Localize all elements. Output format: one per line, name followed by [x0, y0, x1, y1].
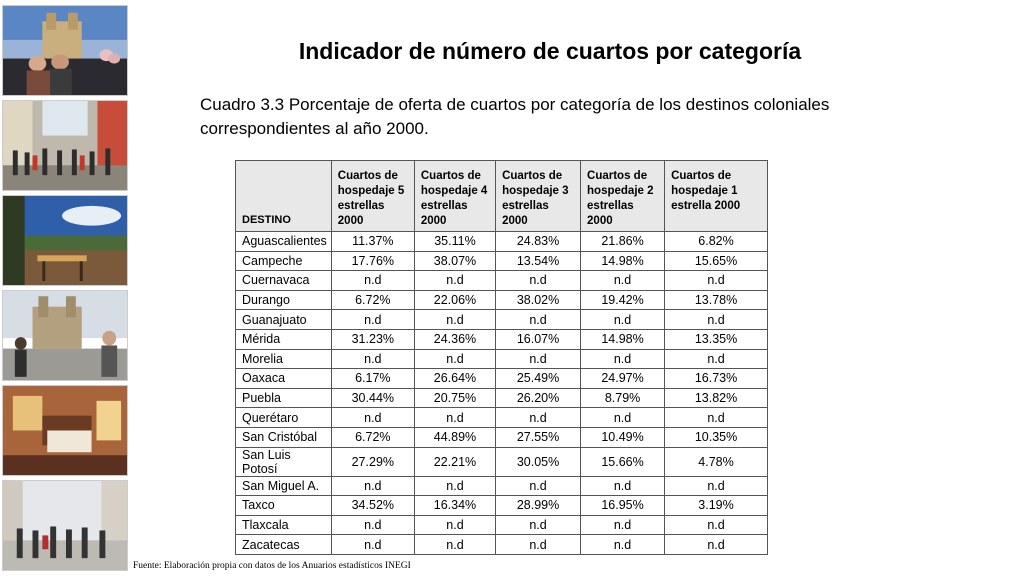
percentage-cell: n.d [581, 535, 665, 555]
percentage-cell: n.d [496, 476, 581, 496]
percentage-cell: n.d [496, 271, 581, 291]
percentage-cell: 27.29% [331, 447, 414, 476]
percentage-cell: n.d [414, 310, 495, 330]
table-caption: Cuadro 3.3 Porcentaje de oferta de cuartos por categoría de los destinos coloniales correspondientes al año 2000. [200, 95, 830, 138]
percentage-cell: n.d [414, 476, 495, 496]
percentage-cell: 24.97% [581, 369, 665, 389]
percentage-cell: 16.95% [581, 496, 665, 516]
percentage-cell: 10.35% [665, 427, 768, 447]
destination-cell: Tlaxcala [236, 515, 332, 535]
destination-cell: Mérida [236, 329, 332, 349]
percentage-cell: 16.73% [665, 369, 768, 389]
percentage-cell: 15.66% [581, 447, 665, 476]
percentage-cell: n.d [665, 476, 768, 496]
terrace-view-photo [2, 195, 128, 286]
percentage-cell: 14.98% [581, 329, 665, 349]
percentage-cell: 10.49% [581, 427, 665, 447]
destination-cell: Puebla [236, 388, 332, 408]
percentage-cell: n.d [496, 535, 581, 555]
destination-cell: Cuernavaca [236, 271, 332, 291]
percentage-cell: n.d [665, 271, 768, 291]
percentage-cell: 34.52% [331, 496, 414, 516]
percentage-cell: 16.07% [496, 329, 581, 349]
percentage-cell: n.d [665, 349, 768, 369]
percentage-cell: 21.86% [581, 232, 665, 252]
destination-cell: Querétaro [236, 408, 332, 428]
percentage-cell: 31.23% [331, 329, 414, 349]
percentage-cell: n.d [414, 535, 495, 555]
destination-cell: Taxco [236, 496, 332, 516]
percentage-cell: 22.06% [414, 290, 495, 310]
rooms-category-table [235, 160, 768, 555]
table-row [236, 329, 768, 349]
percentage-cell: n.d [581, 476, 665, 496]
percentage-cell: 11.37% [331, 232, 414, 252]
table-body [236, 232, 768, 555]
percentage-cell: n.d [665, 310, 768, 330]
table-row [236, 535, 768, 555]
table-row [236, 349, 768, 369]
percentage-cell: 24.83% [496, 232, 581, 252]
percentage-cell: 13.82% [665, 388, 768, 408]
table-row [236, 251, 768, 271]
percentage-cell: n.d [414, 408, 495, 428]
destination-cell: San Cristóbal [236, 427, 332, 447]
percentage-cell: n.d [414, 515, 495, 535]
destination-cell: Durango [236, 290, 332, 310]
percentage-cell: n.d [581, 349, 665, 369]
column-header-3-stars: Cuartos de hospedaje 3 estrellas 2000 [496, 161, 581, 232]
destination-cell: Campeche [236, 251, 332, 271]
percentage-cell: n.d [496, 349, 581, 369]
table-row [236, 476, 768, 496]
percentage-cell: 14.98% [581, 251, 665, 271]
percentage-cell: 17.76% [331, 251, 414, 271]
column-header-4-stars: Cuartos de hospedaje 4 estrellas 2000 [414, 161, 495, 232]
percentage-cell: 4.78% [665, 447, 768, 476]
percentage-cell: n.d [331, 408, 414, 428]
column-header-destino: DESTINO [236, 161, 332, 232]
column-header-2-stars: Cuartos de hospedaje 2 estrellas 2000 [581, 161, 665, 232]
percentage-cell: 20.75% [414, 388, 495, 408]
slide-title: Indicador de número de cuartos por categoría [298, 38, 802, 64]
table-row [236, 290, 768, 310]
percentage-cell: n.d [496, 408, 581, 428]
percentage-cell: 26.20% [496, 388, 581, 408]
destination-cell: Aguascalientes [236, 232, 332, 252]
percentage-cell: 25.49% [496, 369, 581, 389]
percentage-cell: n.d [414, 271, 495, 291]
percentage-cell: n.d [581, 515, 665, 535]
percentage-cell: 16.34% [414, 496, 495, 516]
table-row [236, 427, 768, 447]
destination-cell: San Miguel A. [236, 476, 332, 496]
street-crowd-photo [2, 100, 128, 191]
table-row [236, 408, 768, 428]
destination-cell: Morelia [236, 349, 332, 369]
percentage-cell: n.d [414, 349, 495, 369]
source-note: Fuente: Elaboración propia con datos de los Anuarios estadísticos INEGI [133, 561, 411, 571]
column-header-1-star: Cuartos de hospedaje 1 estrella 2000 [665, 161, 768, 232]
table-row [236, 271, 768, 291]
percentage-cell: n.d [331, 271, 414, 291]
table-row [236, 369, 768, 389]
percentage-cell: 27.55% [496, 427, 581, 447]
percentage-cell: 8.79% [581, 388, 665, 408]
percentage-cell: n.d [581, 408, 665, 428]
percentage-cell: n.d [581, 271, 665, 291]
percentage-cell: 38.02% [496, 290, 581, 310]
convent-plaza-photo [2, 290, 128, 381]
table-row [236, 310, 768, 330]
percentage-cell: n.d [665, 408, 768, 428]
percentage-cell: 3.19% [665, 496, 768, 516]
percentage-cell: 30.44% [331, 388, 414, 408]
table-row [236, 496, 768, 516]
percentage-cell: 38.07% [414, 251, 495, 271]
percentage-cell: n.d [331, 349, 414, 369]
percentage-cell: n.d [496, 515, 581, 535]
photo-strip [2, 5, 130, 571]
hotel-room-photo [2, 385, 128, 476]
destination-cell: San Luis Potosí [236, 447, 332, 476]
percentage-cell: 6.82% [665, 232, 768, 252]
percentage-cell: 19.42% [581, 290, 665, 310]
table-row [236, 232, 768, 252]
percentage-cell: 6.17% [331, 369, 414, 389]
percentage-cell: 13.78% [665, 290, 768, 310]
pedestrian-street-photo [2, 480, 128, 571]
percentage-cell: 24.36% [414, 329, 495, 349]
percentage-cell: 26.64% [414, 369, 495, 389]
percentage-cell: n.d [665, 535, 768, 555]
destination-cell: Guanajuato [236, 310, 332, 330]
data-table-container [235, 160, 768, 555]
percentage-cell: 6.72% [331, 427, 414, 447]
percentage-cell: 13.35% [665, 329, 768, 349]
destination-cell: Zacatecas [236, 535, 332, 555]
colonial-church-photo [2, 5, 128, 96]
percentage-cell: 30.05% [496, 447, 581, 476]
percentage-cell: n.d [331, 515, 414, 535]
percentage-cell: 13.54% [496, 251, 581, 271]
percentage-cell: 6.72% [331, 290, 414, 310]
percentage-cell: 15.65% [665, 251, 768, 271]
percentage-cell: n.d [331, 310, 414, 330]
percentage-cell: 35.11% [414, 232, 495, 252]
percentage-cell: 22.21% [414, 447, 495, 476]
column-header-5-stars: Cuartos de hospedaje 5 estrellas 2000 [331, 161, 414, 232]
percentage-cell: 28.99% [496, 496, 581, 516]
table-row [236, 388, 768, 408]
table-header-row [236, 161, 768, 232]
percentage-cell: n.d [496, 310, 581, 330]
destination-cell: Oaxaca [236, 369, 332, 389]
percentage-cell: n.d [581, 310, 665, 330]
percentage-cell: n.d [331, 476, 414, 496]
table-row [236, 515, 768, 535]
percentage-cell: n.d [331, 535, 414, 555]
table-row [236, 447, 768, 476]
percentage-cell: 44.89% [414, 427, 495, 447]
percentage-cell: n.d [665, 515, 768, 535]
